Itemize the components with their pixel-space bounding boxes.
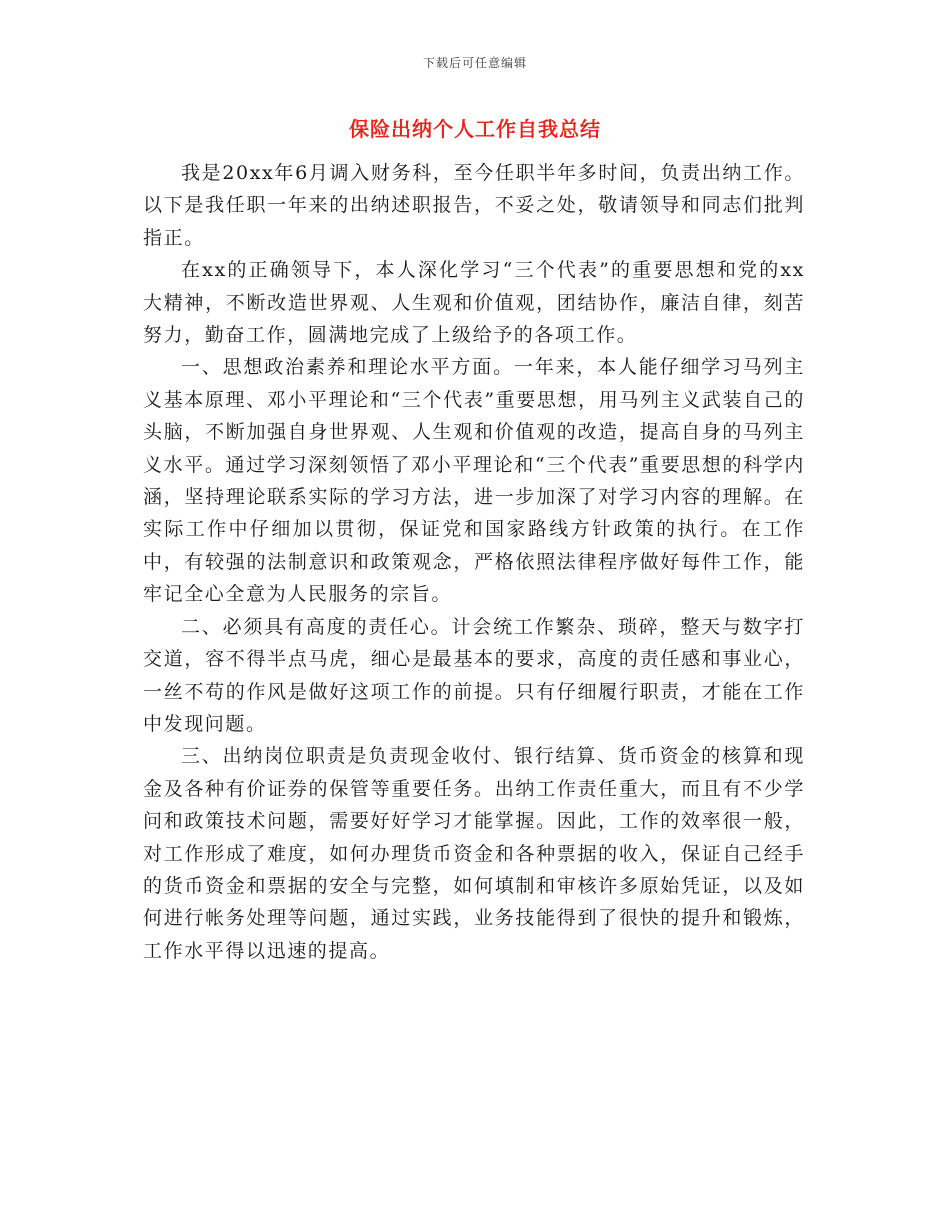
paragraph-section-one: 一、思想政治素养和理论水平方面。一年来，本人能仔细学习马列主义基本原理、邓小平理论和“三个代表”重要思想，用马列主义武装自己的头脑，不断加强自身世界观、人生观和价值观的改造，提高自身的马列主义水平。通过学习深刻领悟了邓小平理论和“三个代表”重要思想的科学内涵，坚持理论联系实际的学习方法，进一步加深了对学习内容的理解。在实际工作中仔细加以贯彻，保证党和国家路线方针政策的执行。在工作中，有较强的法制意识和政策观念，严格依照法律程序做好每件工作，能牢记全心全意为人民服务的宗旨。 [143,356,805,606]
header-note: 下载后可任意编辑 [422,56,527,70]
document-body [143,157,805,967]
paragraph-section-three: 三、出纳岗位职责是负责现金收付、银行结算、货币资金的核算和现金及各种有价证券的保管等重要任务。出纳工作责任重大，而且有不少学问和政策技术问题，需要好好学习才能掌握。因此，工作的效率很一般，对工作形成了难度，如何办理货币资金和各种票据的收入，保证自己经手的货币资金和票据的安全与完整，如何填制和审核许多原始凭证，以及如何进行帐务处理等问题，通过实践，业务技能得到了很快的提升和锻炼，工作水平得以迅速的提高。 [143,745,805,962]
paragraph-section-two: 二、必须具有高度的责任心。计会统工作繁杂、琐碎，整天与数字打交道，容不得半点马虎，细心是最基本的要求，高度的责任感和事业心，一丝不苟的作风是做好这项工作的前提。只有仔细履行职责，才能在工作中发现问题。 [143,615,805,735]
paragraph-leadership: 在xx的正确领导下，本人深化学习“三个代表”的重要思想和党的xx大精神，不断改造世界观、人生观和价值观，团结协作，廉洁自律，刻苦努力，勤奋工作，圆满地完成了上级给予的各项工作。 [143,259,805,347]
document-title: 保险出纳个人工作自我总结 [349,117,601,141]
paragraph-intro: 我是20xx年6月调入财务科，至今任职半年多时间，负责出纳工作。以下是我任职一年来的出纳述职报告，不妥之处，敬请领导和同志们批判指正。 [143,162,805,249]
